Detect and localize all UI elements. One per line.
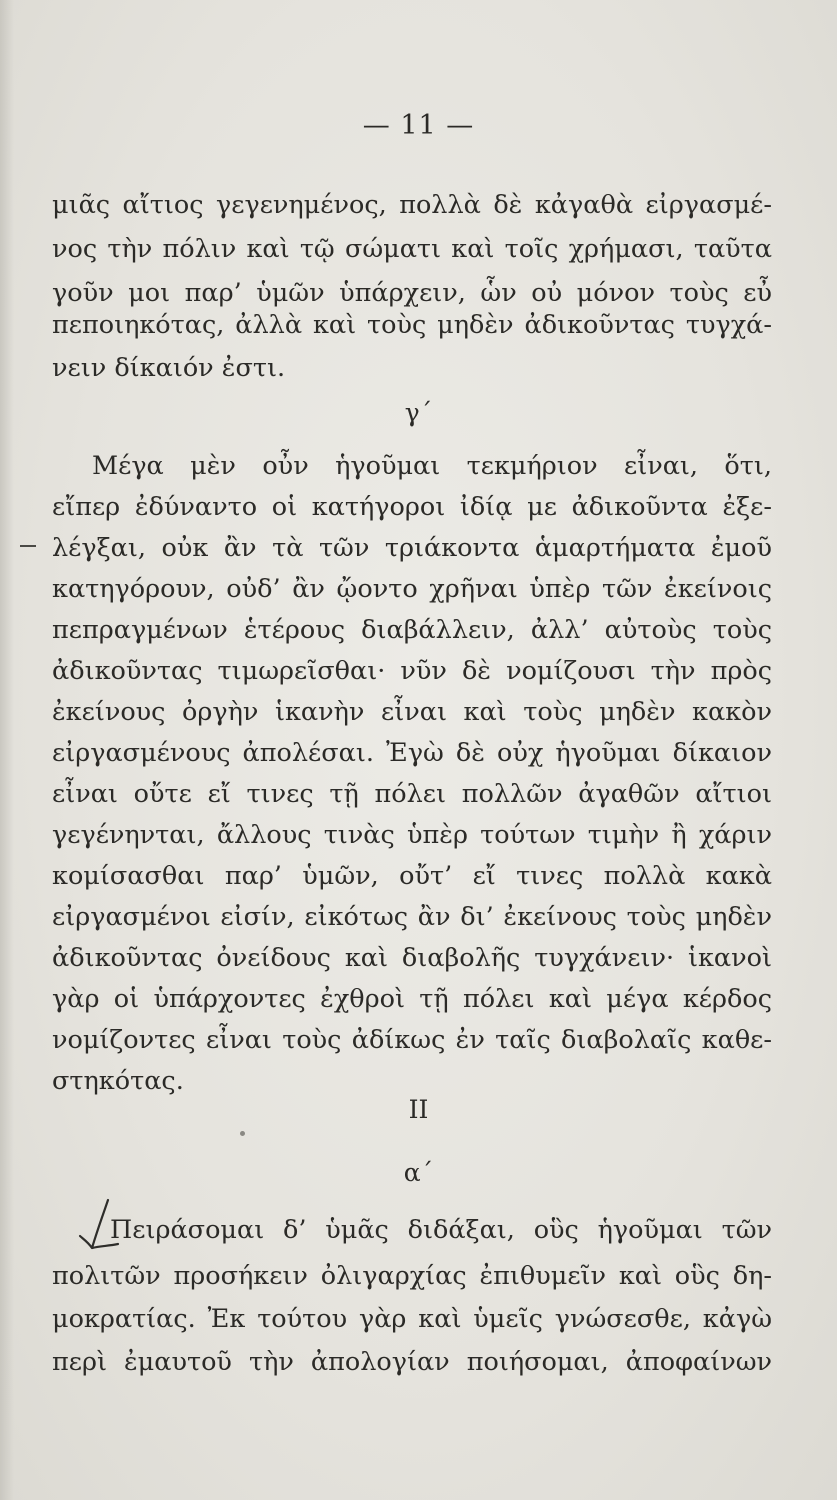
text-line: μοκρατίας. Ἐκ τούτου γὰρ καὶ ὑμεῖς γνώσεσθε, κἀγὼ [52,1304,772,1334]
text-line: εἶναι οὔτε εἴ τινες τῇ πόλει πολλῶν ἀγαθῶν αἴτιοι [52,779,772,809]
text-line: ἀδικοῦντας τιμωρεῖσθαι· νῦν δὲ νομίζουσι τὴν πρὸς [52,656,772,686]
text-line: μιᾶς αἴτιος γεγενημένος, πολλὰ δὲ κἀγαθὰ εἰργασμέ- [52,190,772,220]
text-line: νος τὴν πόλιν καὶ τῷ σώματι καὶ τοῖς χρήμασι, ταῦτα [52,234,772,264]
text-line: πολιτῶν προσήκειν ὀλιγαρχίας ἐπιθυμεῖν καὶ οὓς δη- [52,1261,772,1291]
text-line: εἰργασμένοι εἰσίν, εἰκότως ἂν δι’ ἐκείνους τοὺς μηδὲν [52,902,772,932]
section-heading-II: II [408,1095,429,1124]
text-line: εἰργασμένους ἀπολέσαι. Ἐγὼ δὲ οὐχ ἡγοῦμαι δίκαιον [52,738,772,768]
text-line: ἐκείνους ὀργὴν ἱκανὴν εἶναι καὶ τοὺς μηδὲν κακὸν [52,697,772,727]
speck-mark [240,1131,245,1136]
text-line: κομίσασθαι παρ’ ὑμῶν, οὔτ’ εἴ τινες πολλὰ κακὰ [52,861,772,891]
section-mark-gamma: γ΄ [404,398,433,427]
text-line: περὶ ἐμαυτοῦ τὴν ἀπολογίαν ποιήσομαι, ἀποφαίνων [52,1347,772,1377]
text-line: νομίζοντες εἶναι τοὺς ἀδίκως ἐν ταῖς διαβολαῖς καθε- [52,1025,772,1055]
text-line: ἀδικοῦντας ὀνείδους καὶ διαβολῆς τυγχάνειν· ἱκανοὶ [52,943,772,973]
text-line: Μέγα μὲν οὖν ἡγοῦμαι τεκμήριον εἶναι, ὅτι, [92,451,772,481]
handwritten-pencil-mark [78,1198,126,1258]
text-line: γεγένηνται, ἄλλους τινὰς ὑπὲρ τούτων τιμὴν ἢ χάριν [52,820,772,850]
text-line: Πειράσομαι δ’ ὑμᾶς διδάξαι, οὓς ἡγοῦμαι τῶν [110,1215,772,1245]
text-line: γὰρ οἱ ὑπάρχοντες ἐχθροὶ τῇ πόλει καὶ μέγα κέρδος [52,984,772,1014]
text-line: λέγξαι, οὐκ ἂν τὰ τῶν τριάκοντα ἁμαρτήματα ἐμοῦ [52,533,772,563]
text-line: πεποιηκότας, ἀλλὰ καὶ τοὺς μηδὲν ἀδικοῦντας τυγχά- [52,310,772,340]
text-line: νειν δίκαιόν ἐστι. [52,353,286,383]
text-line: κατηγόρουν, οὐδ’ ἂν ᾤοντο χρῆναι ὑπὲρ τῶν ἐκείνοις [52,574,772,604]
text-line: πεπραγμένων ἑτέρους διαβάλλειν, ἀλλ’ αὐτοὺς τοὺς [52,615,772,645]
text-line: στηκότας. [52,1066,184,1096]
page-number: — 11 — [362,110,475,141]
margin-dash-mark [20,545,36,547]
page-gutter-shadow [0,0,14,1500]
section-mark-alpha: α΄ [403,1158,434,1187]
text-line: εἴπερ ἐδύναντο οἱ κατήγοροι ἰδίᾳ με ἀδικοῦντα ἐξε- [52,492,772,522]
text-line: γοῦν μοι παρ’ ὑμῶν ὑπάρχειν, ὧν οὐ μόνον τοὺς εὖ [52,278,772,308]
